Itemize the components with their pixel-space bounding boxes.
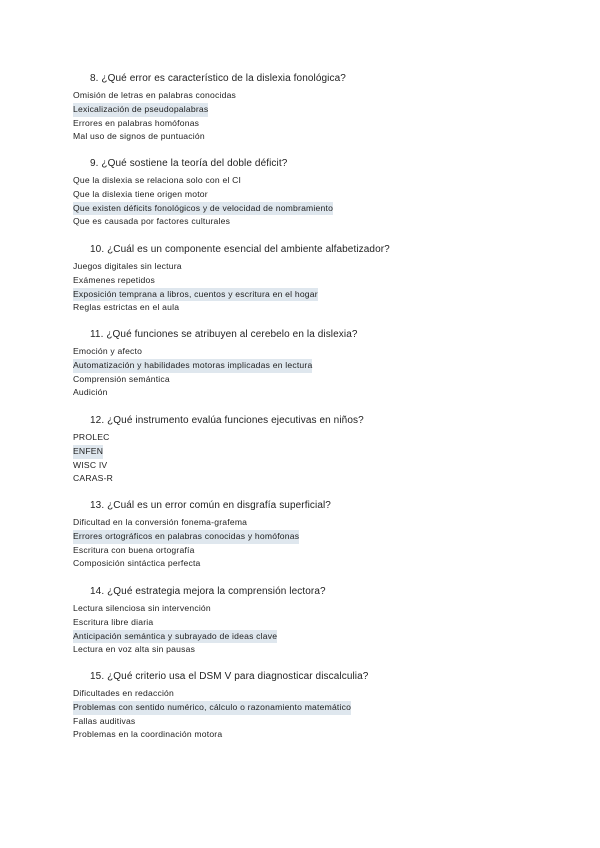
answer-option: Dificultad en la conversión fonema-grafema [73, 517, 248, 527]
question-title: 14. ¿Qué estrategia mejora la comprensión lectora? [90, 586, 326, 597]
question-8 [73, 72, 493, 144]
answer-option: Exámenes repetidos [73, 274, 155, 285]
answer-option: Comprensión semántica [73, 373, 170, 384]
answer-option: Fallas auditivas [73, 715, 136, 726]
answer-option: Audición [73, 387, 108, 398]
question-title: 11. ¿Qué funciones se atribuyen al cerebelo en la dislexia? [90, 329, 358, 340]
answer-option: Problemas en la coordinación motora [73, 729, 223, 740]
question-12 [73, 414, 493, 486]
question-14 [73, 585, 493, 657]
question-title: 9. ¿Qué sostiene la teoría del doble déficit? [90, 158, 288, 169]
question-title: 8. ¿Qué error es característico de la dislexia fonológica? [90, 73, 346, 84]
question-13 [73, 499, 493, 571]
question-title: 10. ¿Cuál es un componente esencial del ambiente alfabetizador? [90, 244, 390, 255]
question-title: 15. ¿Qué criterio usa el DSM V para diagnosticar discalculia? [90, 671, 369, 682]
question-11 [73, 328, 493, 400]
answer-option: Que la dislexia tiene origen motor [73, 188, 208, 199]
answer-option: Dificultades en redacción [73, 688, 175, 698]
answer-option: Mal uso de signos de puntuación [73, 131, 205, 142]
answer-option: Que es causada por factores culturales [73, 216, 231, 227]
answer-option: PROLEC [73, 432, 110, 442]
question-9 [73, 157, 493, 229]
answer-option: Escritura libre diaria [73, 616, 154, 627]
answer-option: Reglas estrictas en el aula [73, 302, 180, 313]
answer-option: Emoción y afecto [73, 346, 143, 356]
answer-option-highlighted: ENFEN [73, 445, 103, 459]
answer-option: Lectura en voz alta sin pausas [73, 644, 196, 655]
answer-option: Juegos digitales sin lectura [73, 261, 182, 271]
answer-option: Lectura silenciosa sin intervención [73, 603, 211, 613]
answer-option-highlighted: Automatización y habilidades motoras implicadas en lectura [73, 359, 312, 373]
answer-option: Composición sintáctica perfecta [73, 558, 201, 569]
answer-option-highlighted: Que existen déficits fonológicos y de velocidad de nombramiento [73, 202, 333, 216]
answer-option-highlighted: Lexicalización de pseudopalabras [73, 103, 208, 117]
question-10 [73, 243, 493, 315]
answer-option-highlighted: Anticipación semántica y subrayado de ideas clave [73, 630, 277, 644]
answer-option-highlighted: Exposición temprana a libros, cuentos y escritura en el hogar [73, 288, 318, 302]
question-title: 12. ¿Qué instrumento evalúa funciones ejecutivas en niños? [90, 415, 364, 426]
question-title: 13. ¿Cuál es un error común en disgrafía superficial? [90, 500, 331, 511]
answer-option: Omisión de letras en palabras conocidas [73, 90, 237, 100]
answer-option-highlighted: Errores ortográficos en palabras conocidas y homófonas [73, 530, 299, 544]
answer-option: Que la dislexia se relaciona solo con el CI [73, 175, 242, 185]
question-15 [73, 670, 493, 742]
answer-option: Errores en palabras homófonas [73, 117, 200, 128]
answer-option: CARAS-R [73, 473, 114, 484]
answer-option: WISC IV [73, 459, 108, 470]
answer-option-highlighted: Problemas con sentido numérico, cálculo o razonamiento matemático [73, 701, 351, 715]
answer-option: Escritura con buena ortografía [73, 544, 195, 555]
